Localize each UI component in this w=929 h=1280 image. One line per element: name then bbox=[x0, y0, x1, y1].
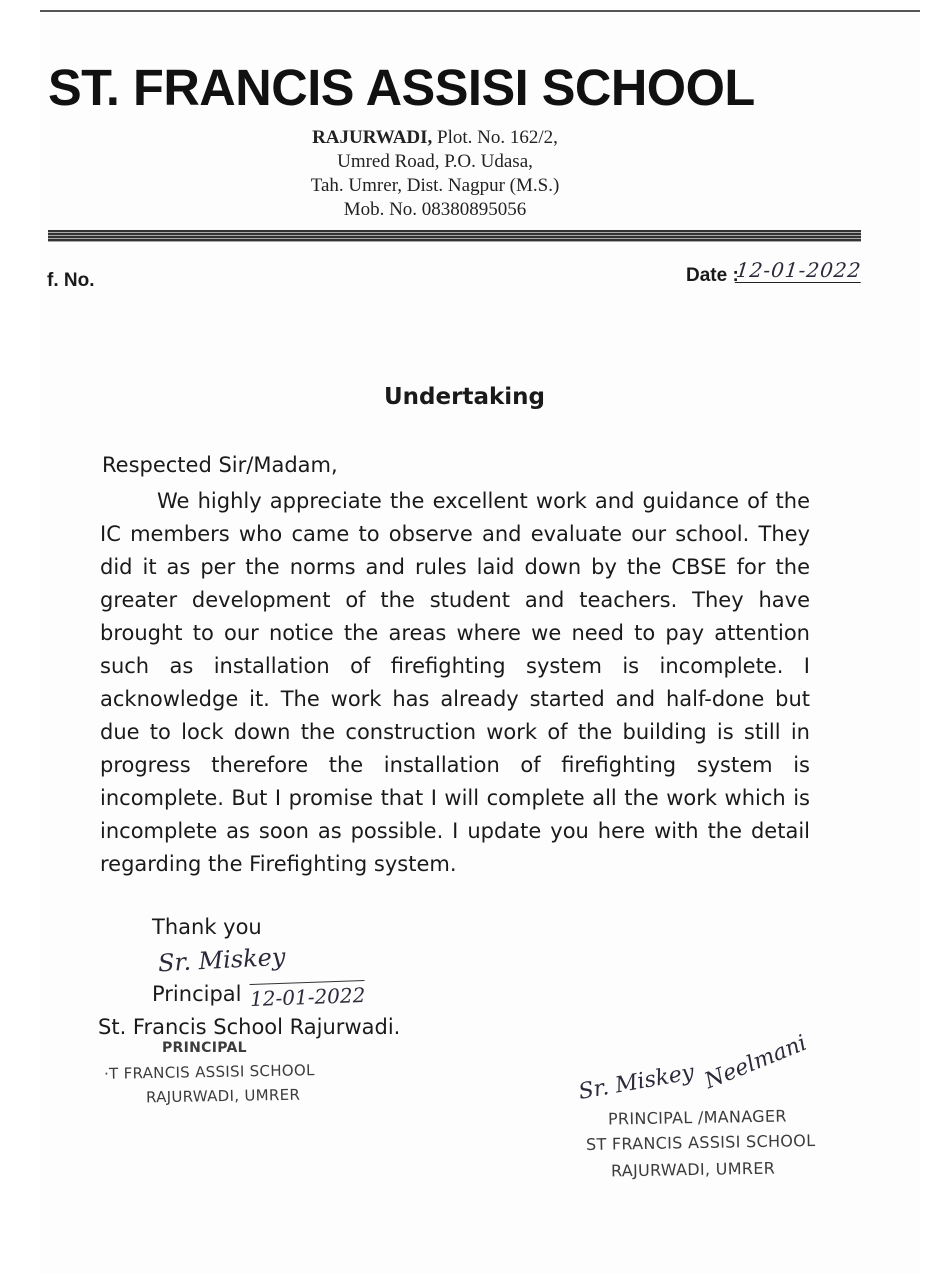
address-place: RAJURWADI, bbox=[312, 127, 433, 148]
stamp-left-school: ·T FRANCIS ASSISI SCHOOL bbox=[103, 1061, 315, 1083]
school-name-heading: ST. FRANCIS ASSISI SCHOOL bbox=[48, 59, 755, 116]
manager-signature-name: Neelmani bbox=[701, 1030, 811, 1095]
principal-signature: Sr. Miskey bbox=[157, 942, 287, 978]
salutation: Respected Sir/Madam, bbox=[102, 453, 338, 477]
letterhead-divider bbox=[48, 230, 861, 242]
date-label: Date : bbox=[686, 265, 739, 286]
letter-heading: Undertaking bbox=[384, 384, 545, 410]
stamp-left-place: RAJURWADI, UMRER bbox=[145, 1085, 301, 1107]
signature-date: 12-01-2022 bbox=[250, 980, 366, 1011]
letter-body: We highly appreciate the excellent work and guidance of the IC members who came to observe and evaluate our school. They did it as per the norms and rules laid down by the CBSE for the greater development of the student and teachers. They have brought to our notice the areas where we need to pay attention such as installation of firefighting system is incomplete. I acknowledge it. The work has already started and half-done but due to lock down the construction work of the building is still in progress therefore the installation of firefighting system is incomplete. But I promise that I will complete all the work which is incomplete as soon as possible. I update you here with the detail regarding the Firefighting system. bbox=[100, 489, 810, 876]
closing-text: Thank you bbox=[152, 915, 262, 939]
stamp-left-title: PRINCIPAL bbox=[162, 1040, 247, 1056]
sign-off-school: St. Francis School Rajurwadi. bbox=[98, 1015, 401, 1039]
principal-label: Principal bbox=[152, 982, 242, 1006]
school-address bbox=[240, 126, 630, 222]
stamp-right-school: ST FRANCIS ASSISI SCHOOL bbox=[585, 1131, 816, 1154]
address-line-3: Tah. Umrer, Dist. Nagpur (M.S.) bbox=[310, 175, 560, 196]
address-plot: Plot. No. 162/2, bbox=[432, 127, 558, 148]
address-line-1 bbox=[240, 126, 630, 150]
address-phone: Mob. No. 08380895056 bbox=[343, 199, 527, 220]
manager-signature: Sr. Miskey bbox=[576, 1060, 697, 1105]
stamp-right-place: RAJURWADI, UMRER bbox=[610, 1158, 776, 1181]
reference-number-label: f. No. bbox=[47, 270, 95, 291]
address-line-2: Umred Road, P.O. Udasa, bbox=[337, 151, 533, 172]
handwritten-date: 12-01-2022 bbox=[734, 258, 863, 282]
stamp-right-title: PRINCIPAL /MANAGER bbox=[607, 1106, 787, 1129]
